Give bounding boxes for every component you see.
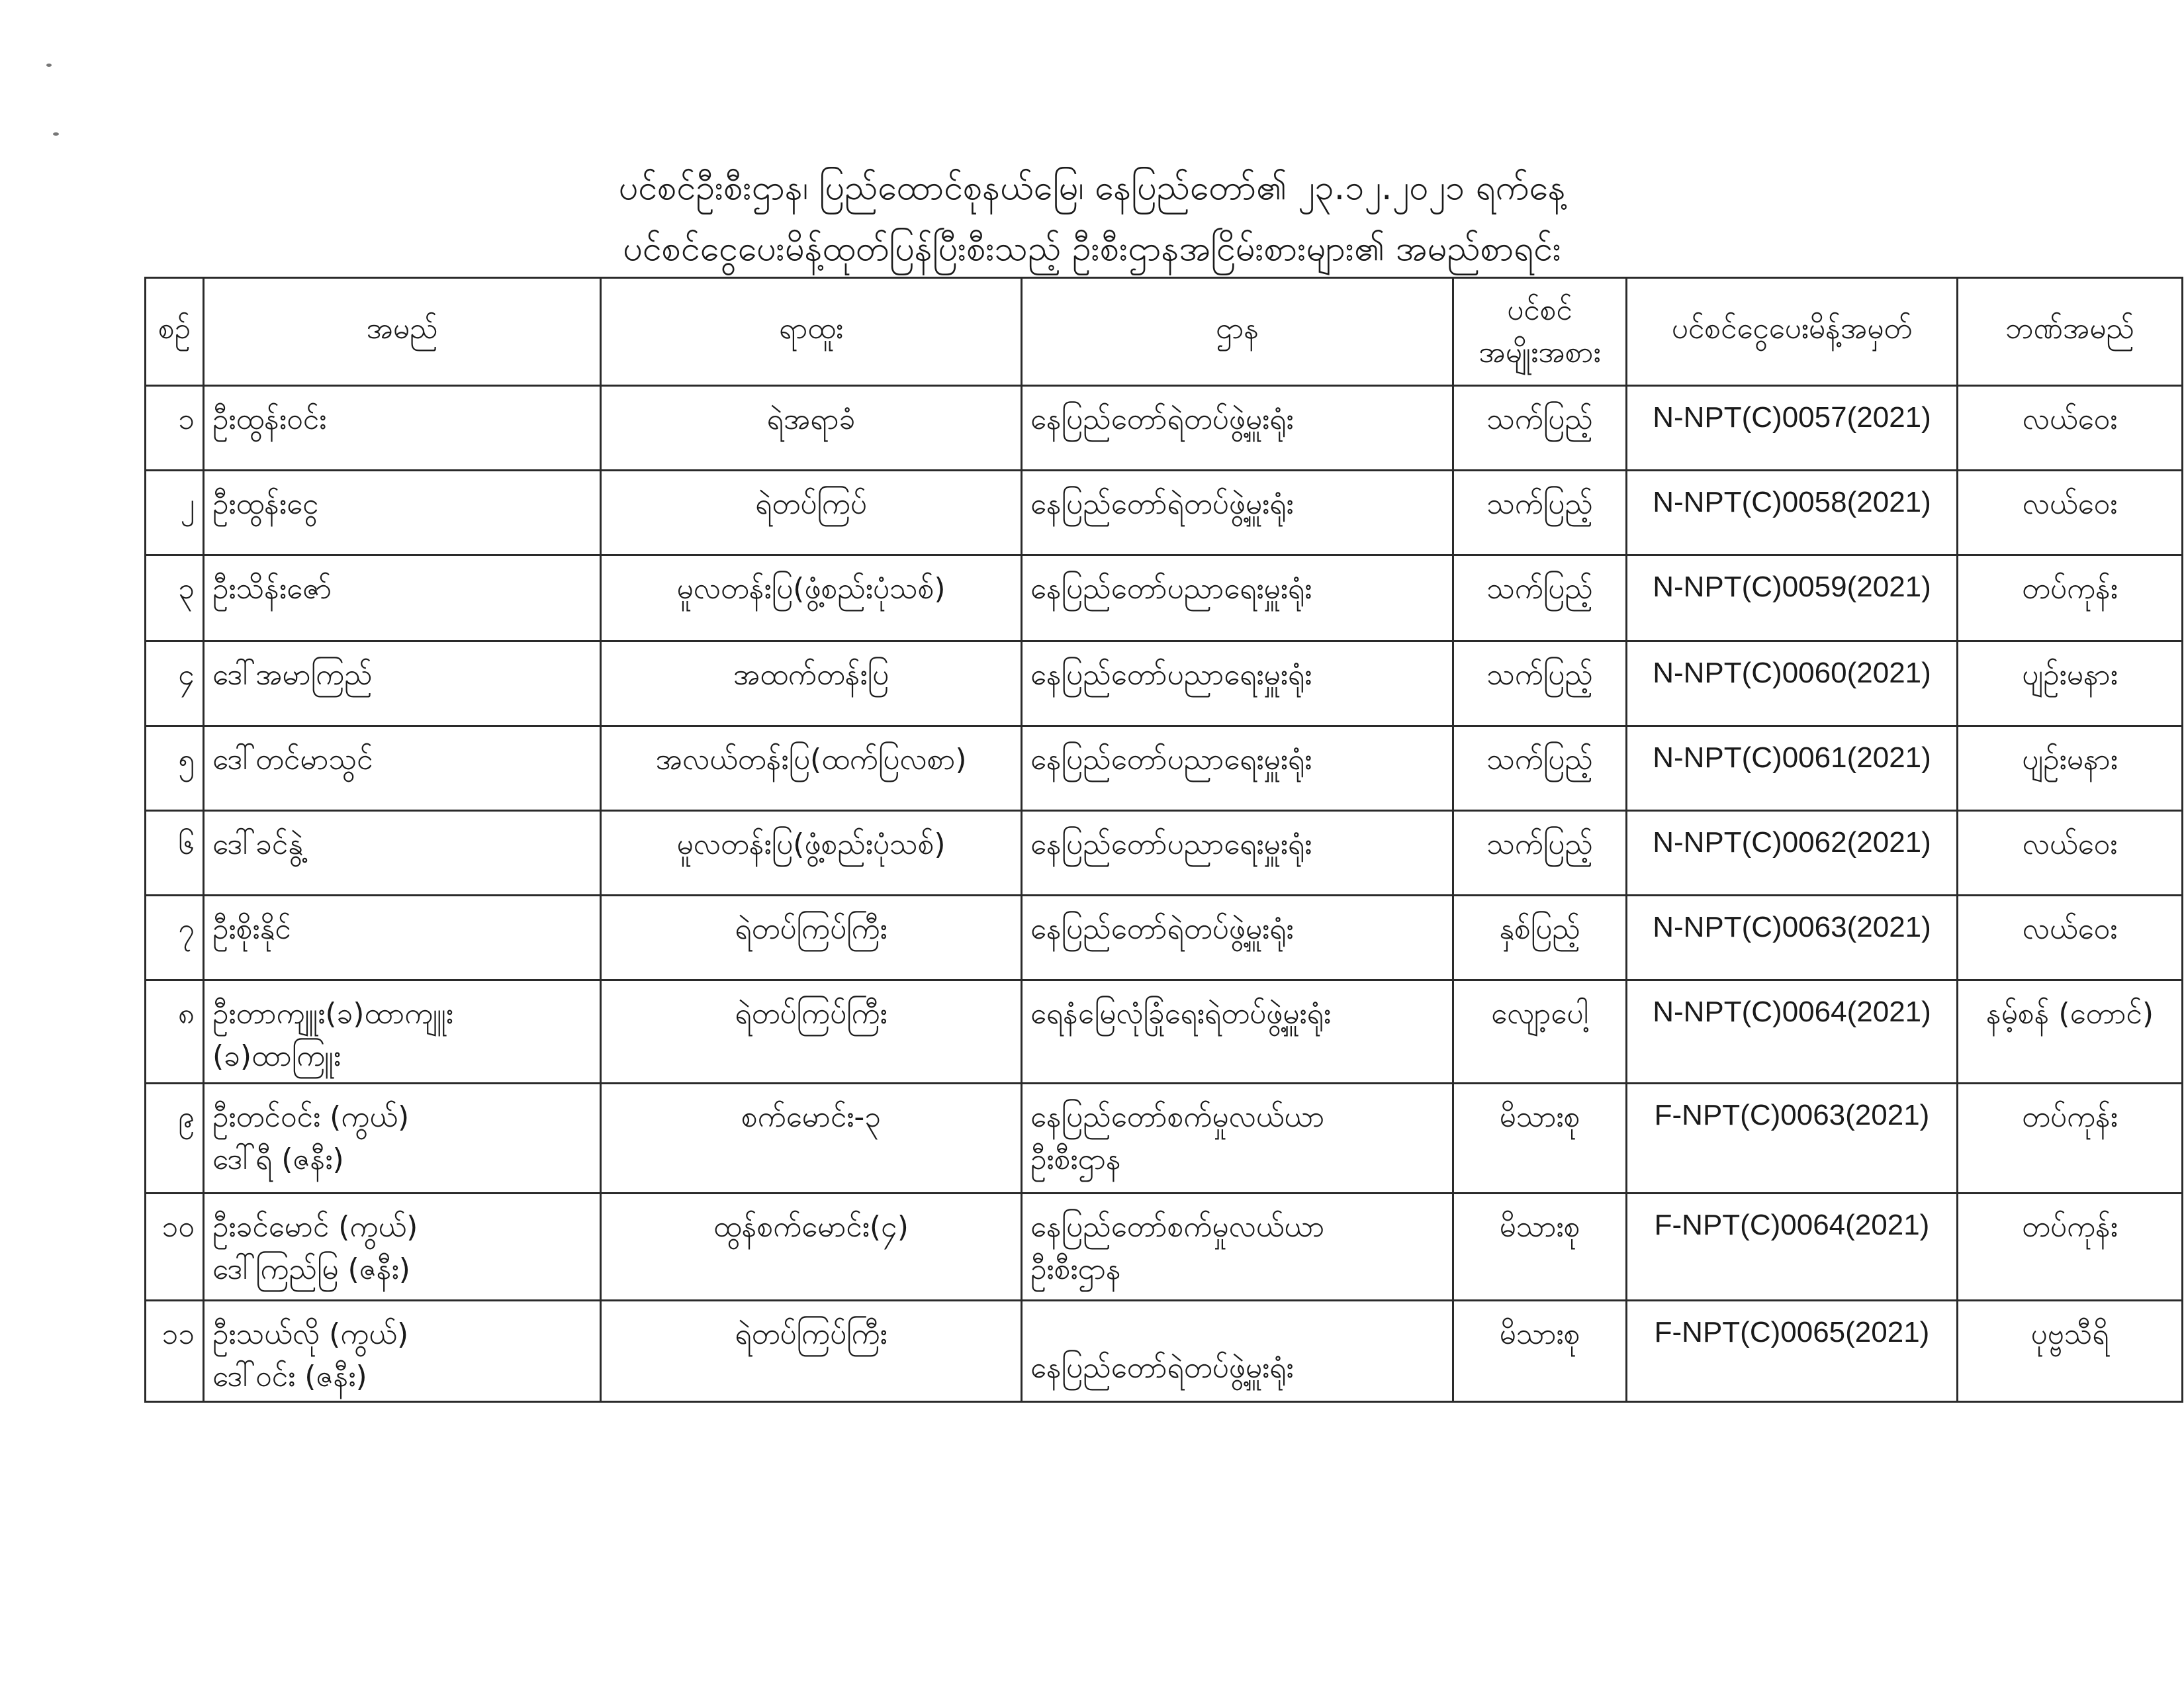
row-pension-category: လျော့ပေါ့	[1453, 980, 1627, 1084]
row-pension-order-no: N-NPT(C)0062(2021)	[1627, 811, 1958, 896]
row-bank: ပျဉ်းမနား	[1958, 726, 2183, 811]
row-department: နေပြည်တော်စက်မှုလယ်ယာ ဦးစီးဌာန	[1022, 1084, 1453, 1194]
row-number: ၁၁	[146, 1301, 204, 1402]
row-rank: ရဲတပ်ကြပ်ကြီး	[601, 980, 1022, 1084]
row-rank: မူလတန်းပြ(ဖွံ့စည်းပုံသစ်)	[601, 555, 1022, 641]
row-bank: တပ်ကုန်း	[1958, 555, 2183, 641]
row-number: ၄	[146, 641, 204, 726]
table-header-row	[146, 278, 2183, 386]
row-bank: လယ်ဝေး	[1958, 386, 2183, 471]
table-row	[146, 386, 2183, 471]
row-department: နေပြည်တော်ပညာရေးမှူးရုံး	[1022, 641, 1453, 726]
row-rank: အလယ်တန်းပြ(ထက်ပြလစာ)	[601, 726, 1022, 811]
row-department: နေပြည်တော်ပညာရေးမှူးရုံး	[1022, 555, 1453, 641]
row-name: ဦးတာကျူး(ခ)ထာကျူး (ခ)ထာကြူး	[204, 980, 601, 1084]
row-pension-order-no: N-NPT(C)0064(2021)	[1627, 980, 1958, 1084]
row-rank: ရဲတပ်ကြပ်	[601, 471, 1022, 555]
row-rank: ရဲတပ်ကြပ်ကြီး	[601, 1301, 1022, 1402]
header-department: ဌာန	[1022, 278, 1453, 386]
row-number: ၁၀	[146, 1194, 204, 1301]
row-department: နေပြည်တော်ရဲတပ်ဖွဲ့မှူးရုံး	[1022, 896, 1453, 980]
pensioner-table	[144, 277, 2183, 1403]
table-row	[146, 1084, 2183, 1194]
header-rank: ရာထူး	[601, 278, 1022, 386]
row-rank: စက်မောင်း-၃	[601, 1084, 1022, 1194]
row-bank: လယ်ဝေး	[1958, 811, 2183, 896]
row-department: နေပြည်တော်စက်မှုလယ်ယာ ဦးစီးဌာန	[1022, 1194, 1453, 1301]
row-department: နေပြည်တော်ရဲတပ်ဖွဲ့မှူးရုံး	[1022, 1301, 1453, 1402]
row-bank: ပျဉ်းမနား	[1958, 641, 2183, 726]
row-name: ဦးထွန်းဝင်း	[204, 386, 601, 471]
row-department: နေပြည်တော်ရဲတပ်ဖွဲ့မှူးရုံး	[1022, 471, 1453, 555]
document-title	[0, 158, 2184, 279]
row-name: ဦးတင်ဝင်း (ကွယ်) ဒေါ်ရီ (ဇနီး)	[204, 1084, 601, 1194]
row-pension-order-no: N-NPT(C)0063(2021)	[1627, 896, 1958, 980]
scan-speck	[53, 132, 59, 136]
table-row	[146, 555, 2183, 641]
header-no: စဉ်	[146, 278, 204, 386]
row-number: ၃	[146, 555, 204, 641]
row-bank: နမ့်စန် (တောင်)	[1958, 980, 2183, 1084]
row-number: ၁	[146, 386, 204, 471]
row-bank: တပ်ကုန်း	[1958, 1194, 2183, 1301]
row-name: ဒေါ်ခင်နွဲ့	[204, 811, 601, 896]
header-pension-category: ပင်စင် အမျိုးအစား	[1453, 278, 1627, 386]
row-name: ဒေါ်တင်မာသွင်	[204, 726, 601, 811]
row-pension-order-no: N-NPT(C)0057(2021)	[1627, 386, 1958, 471]
row-number: ၉	[146, 1084, 204, 1194]
row-number: ၅	[146, 726, 204, 811]
row-pension-order-no: F-NPT(C)0064(2021)	[1627, 1194, 1958, 1301]
scan-speck	[46, 64, 52, 67]
row-pension-category: မိသားစု	[1453, 1084, 1627, 1194]
row-pension-order-no: N-NPT(C)0060(2021)	[1627, 641, 1958, 726]
row-number: ၆	[146, 811, 204, 896]
row-bank: ပုဗ္ဗသီရိ	[1958, 1301, 2183, 1402]
row-pension-category: မိသားစု	[1453, 1194, 1627, 1301]
row-number: ၇	[146, 896, 204, 980]
title-line-2: ပင်စင်ငွေပေးမိန့်ထုတ်ပြန်ပြီးစီးသည့် ဦးစီးဌာနအငြိမ်းစားများ၏ အမည်စာရင်း	[622, 229, 1561, 269]
row-name: ဦးခင်မောင် (ကွယ်) ဒေါ်ကြည်မြ (ဇနီး)	[204, 1194, 601, 1301]
row-number: ၈	[146, 980, 204, 1084]
row-bank: လယ်ဝေး	[1958, 471, 2183, 555]
row-pension-category: မိသားစု	[1453, 1301, 1627, 1402]
row-pension-category: နှစ်ပြည့်	[1453, 896, 1627, 980]
table-row	[146, 1194, 2183, 1301]
table-row	[146, 471, 2183, 555]
row-number: ၂	[146, 471, 204, 555]
row-name: ဦးစိုးနိုင်	[204, 896, 601, 980]
row-rank: ရဲအရာခံ	[601, 386, 1022, 471]
row-pension-order-no: N-NPT(C)0059(2021)	[1627, 555, 1958, 641]
table-row	[146, 980, 2183, 1084]
row-pension-order-no: N-NPT(C)0058(2021)	[1627, 471, 1958, 555]
header-bank: ဘဏ်အမည်	[1958, 278, 2183, 386]
row-name: ဒေါ်အမာကြည်	[204, 641, 601, 726]
row-pension-category: သက်ပြည့်	[1453, 811, 1627, 896]
row-pension-category: သက်ပြည့်	[1453, 641, 1627, 726]
row-department: ရေနံမြေလုံခြုံရေးရဲတပ်ဖွဲ့မှူးရုံး	[1022, 980, 1453, 1084]
row-department: နေပြည်တော်ရဲတပ်ဖွဲ့မှူးရုံး	[1022, 386, 1453, 471]
table-body	[146, 386, 2183, 1402]
row-pension-category: သက်ပြည့်	[1453, 386, 1627, 471]
header-pension-order-no: ပင်စင်ငွေပေးမိန့်အမှတ်	[1627, 278, 1958, 386]
table-row	[146, 1301, 2183, 1402]
row-rank: အထက်တန်းပြ	[601, 641, 1022, 726]
row-pension-category: သက်ပြည့်	[1453, 555, 1627, 641]
title-line-1: ပင်စင်ဦးစီးဌာန၊ ပြည်ထောင်စုနယ်မြေ၊ နေပြည်တော်၏ ၂၃.၁၂.၂၀၂၁ ရက်နေ့	[618, 168, 1566, 208]
row-pension-category: သက်ပြည့်	[1453, 726, 1627, 811]
row-pension-order-no: F-NPT(C)0065(2021)	[1627, 1301, 1958, 1402]
row-bank: တပ်ကုန်း	[1958, 1084, 2183, 1194]
row-department: နေပြည်တော်ပညာရေးမှူးရုံး	[1022, 726, 1453, 811]
row-pension-category: သက်ပြည့်	[1453, 471, 1627, 555]
row-name: ဦးသယ်လို (ကွယ်) ဒေါ်ဝင်း (ဇနီး)	[204, 1301, 601, 1402]
row-name: ဦးထွန်းငွေ	[204, 471, 601, 555]
table-row	[146, 811, 2183, 896]
row-department: နေပြည်တော်ပညာရေးမှူးရုံး	[1022, 811, 1453, 896]
row-pension-order-no: N-NPT(C)0061(2021)	[1627, 726, 1958, 811]
row-name: ဦးသိန်းဇော်	[204, 555, 601, 641]
row-rank: ရဲတပ်ကြပ်ကြီး	[601, 896, 1022, 980]
table-row	[146, 726, 2183, 811]
table-row	[146, 641, 2183, 726]
row-pension-order-no: F-NPT(C)0063(2021)	[1627, 1084, 1958, 1194]
row-rank: မူလတန်းပြ(ဖွံ့စည်းပုံသစ်)	[601, 811, 1022, 896]
table-row	[146, 896, 2183, 980]
row-rank: ထွန်စက်မောင်း(၄)	[601, 1194, 1022, 1301]
header-name: အမည်	[204, 278, 601, 386]
row-bank: လယ်ဝေး	[1958, 896, 2183, 980]
